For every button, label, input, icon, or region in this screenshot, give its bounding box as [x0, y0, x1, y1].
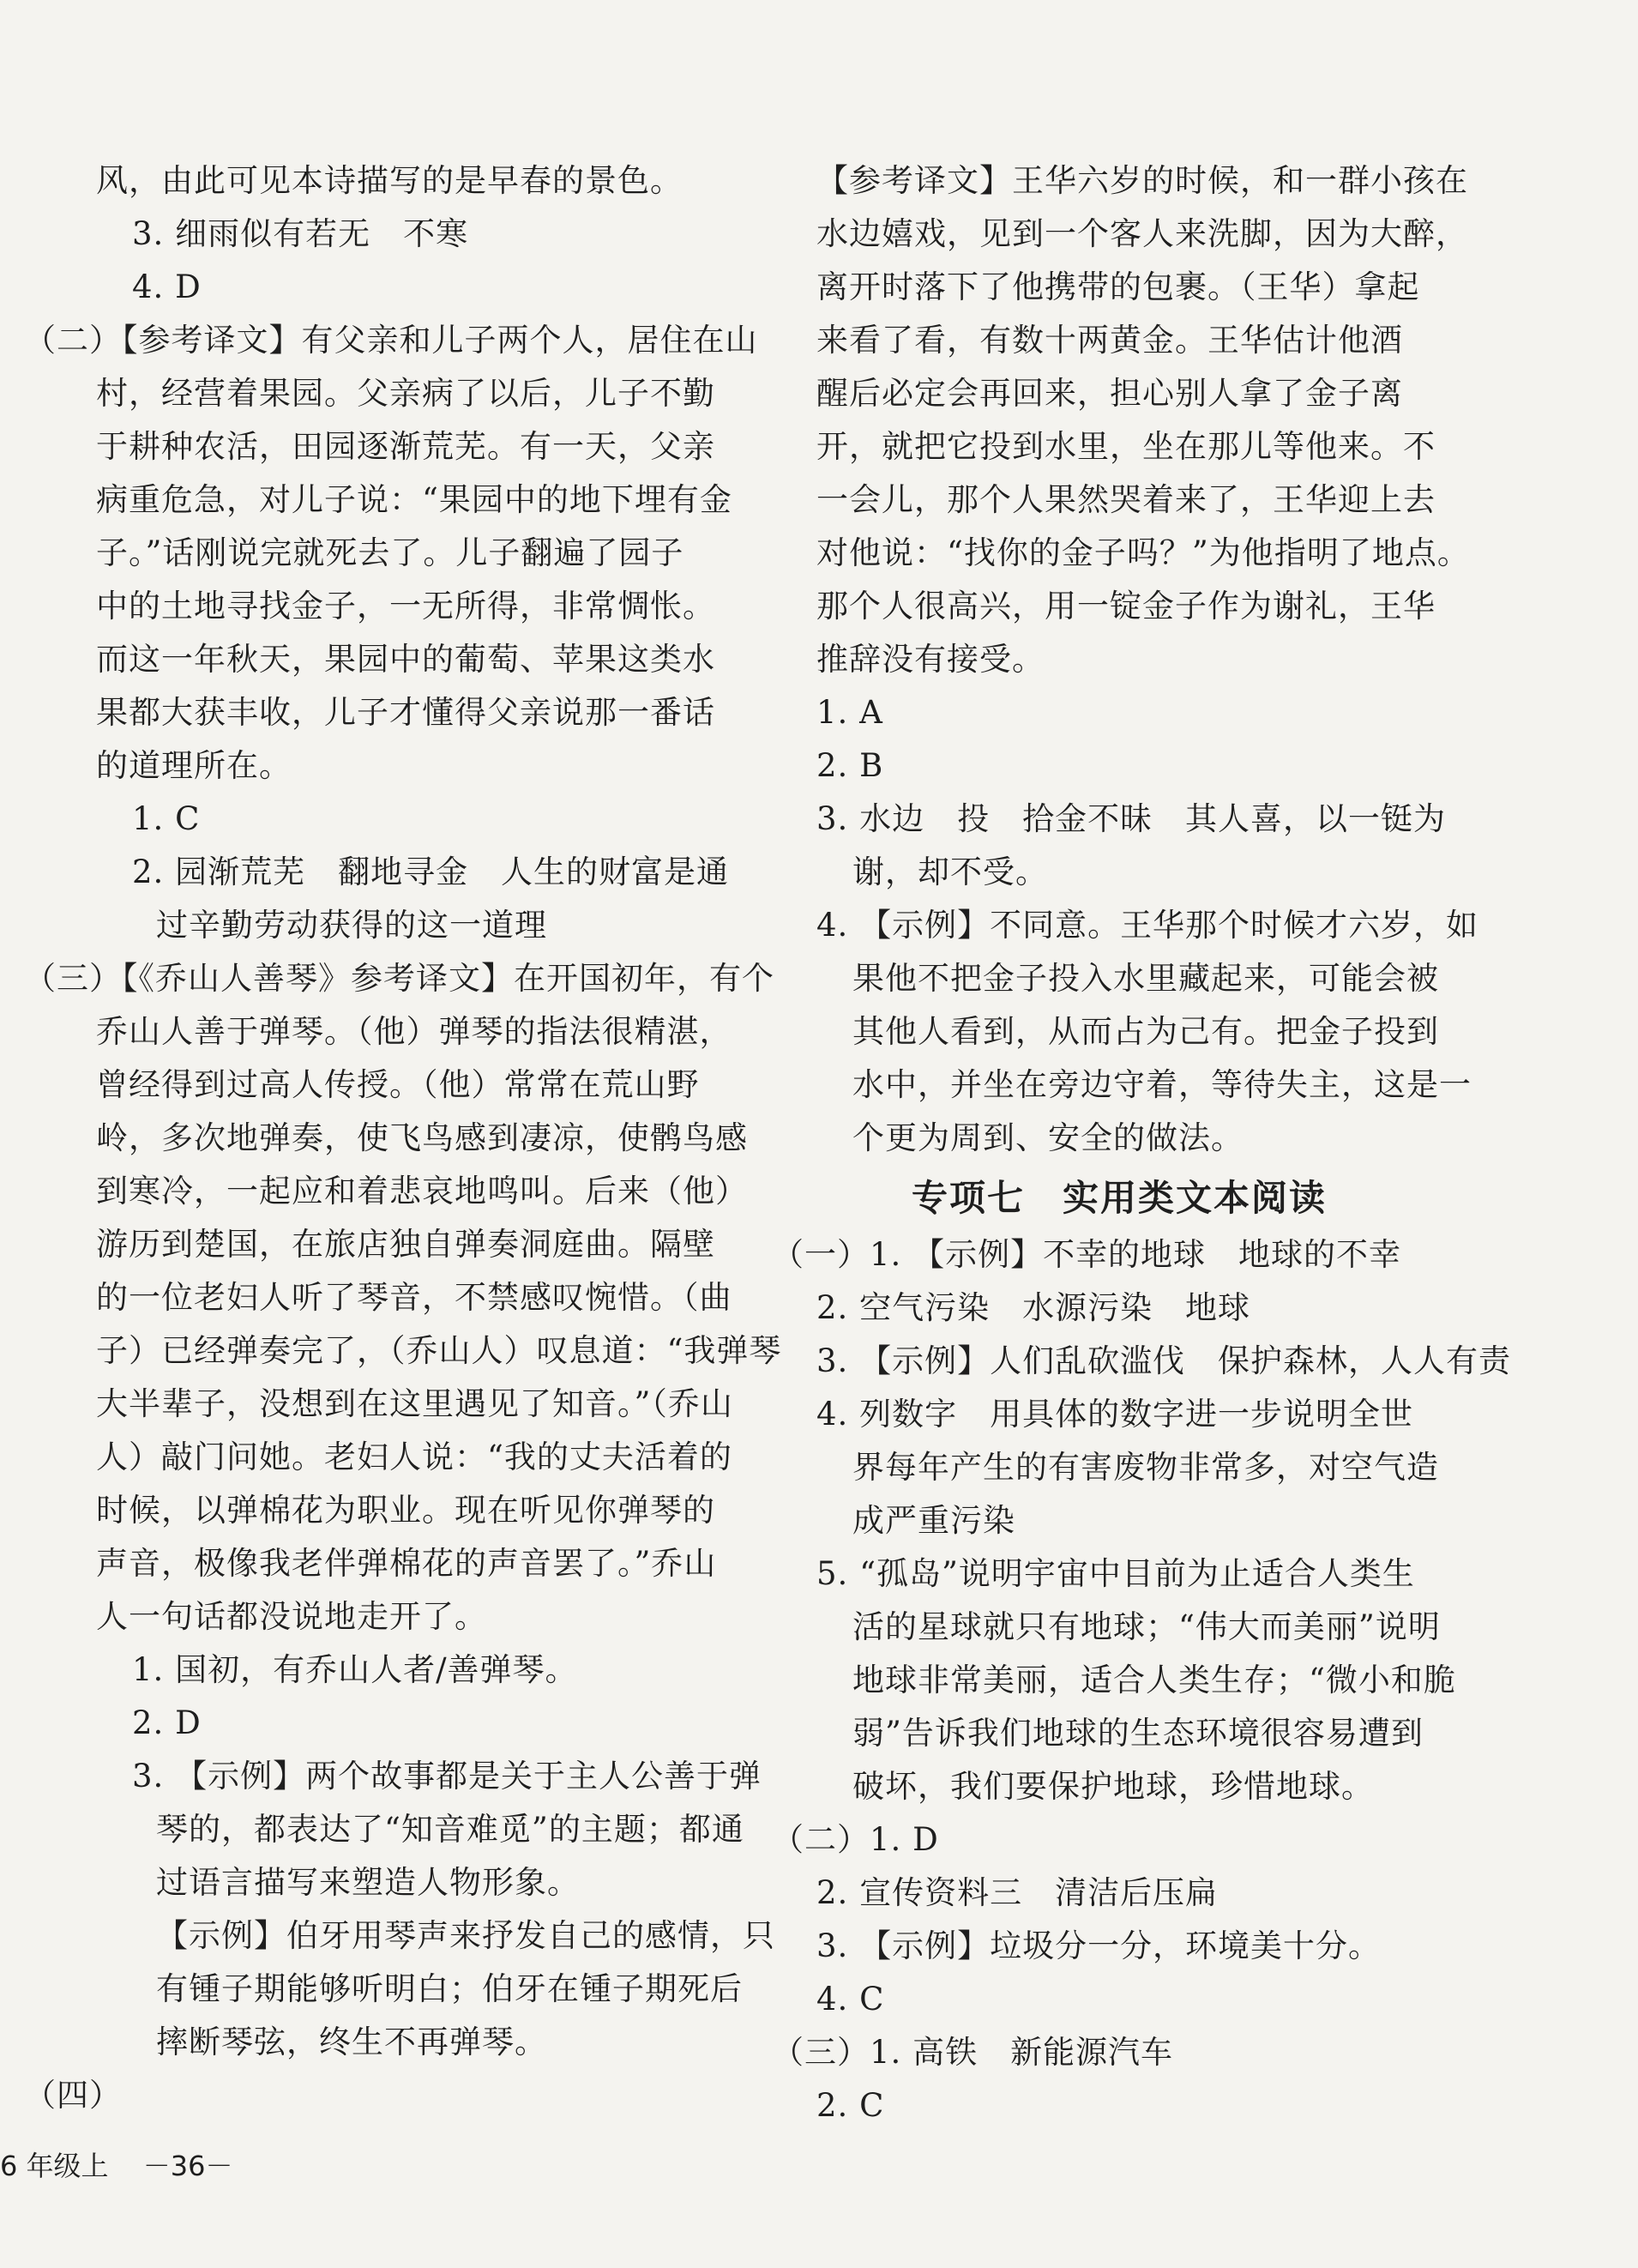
text-line: 推辞没有接受。 — [816, 641, 1045, 678]
answer-item: 3. 【示例】两个故事都是关于主人公善于弹 — [132, 1758, 762, 1794]
text-line: 来看了看，有数十两黄金。王华估计他酒 — [816, 322, 1403, 359]
page-number: －36－ — [142, 2150, 233, 2182]
text-line: 破坏，我们要保护地球，珍惜地球。 — [852, 1768, 1374, 1805]
text-line: 成严重污染 — [852, 1502, 1015, 1539]
answer-item: 4. C — [816, 1981, 885, 2018]
answer-item: 2. C — [816, 2087, 885, 2124]
answer-item: 2. 园渐荒芜 翻地寻金 人生的财富是通 — [132, 854, 730, 890]
text-line: 一会儿，那个人果然哭着来了，王华迎上去 — [816, 481, 1436, 518]
text-line: 个更为周到、安全的做法。 — [852, 1119, 1244, 1156]
text-line: 开，就把它投到水里，坐在那儿等他来。不 — [816, 428, 1436, 465]
answer-item: 1. 国初，有乔山人者/善弹琴。 — [132, 1651, 578, 1688]
text-line: 曾经得到过高人传授。（他）常常在荒山野 — [96, 1066, 700, 1103]
text-line: 子）已经弹奏完了，（乔山人）叹息道：“我弹琴 — [96, 1332, 782, 1369]
answer-item: 3. 【示例】人们乱砍滥伐 保护森林，人人有责 — [816, 1342, 1512, 1379]
left-column — [24, 154, 782, 2122]
text-line: 乔山人善于弹琴。（他）弹琴的指法很精湛， — [96, 1013, 732, 1050]
text-line: 而这一年秋天，果园中的葡萄、苹果这类水 — [96, 641, 715, 678]
answer-item: 1. A — [816, 694, 883, 731]
text-line: 对他说：“找你的金子吗？”为他指明了地点。 — [816, 534, 1470, 571]
text-line: 到寒冷，一起应和着悲哀地鸣叫。后来（他） — [96, 1173, 748, 1209]
text-line: 离开时落下了他携带的包裹。（王华）拿起 — [816, 268, 1420, 305]
text-line: 人）敲门问她。老妇人说：“我的丈夫活着的 — [96, 1439, 732, 1475]
section-2-start: （二）1. D — [772, 1821, 939, 1858]
text-line: 果他不把金子投入水里藏起来，可能会被 — [852, 960, 1439, 997]
text-line: 地球非常美丽，适合人类生存；“微小和脆 — [852, 1662, 1456, 1698]
grade-label: 6 年级上 — [0, 2150, 109, 2182]
section-4-start: （四） — [24, 2077, 122, 2114]
text-line: 声音，极像我老伴弹棉花的声音罢了。”乔山 — [96, 1545, 717, 1582]
answer-item: 3. 【示例】垃圾分一分，环境美十分。 — [816, 1927, 1382, 1964]
right-column — [772, 154, 1512, 2132]
answer-item: 2. D — [132, 1704, 202, 1741]
answer-item: 2. 宣传资料三 清洁后压扁 — [816, 1874, 1219, 1911]
text-line: 弱”告诉我们地球的生态环境很容易遭到 — [852, 1715, 1424, 1752]
answer-item: 3. 细雨似有若无 不寒 — [132, 215, 469, 252]
text-line: 那个人很高兴，用一锭金子作为谢礼，王华 — [816, 588, 1436, 624]
text-line: 人一句话都没说地走开了。 — [96, 1598, 487, 1635]
text-line: 的道理所在。 — [96, 747, 292, 784]
answer-item: 4. D — [132, 268, 202, 305]
text-line: 子。”话刚说完就死去了。儿子翻遍了园子 — [96, 534, 684, 571]
text-line: 过语言描写来塑造人物形象。 — [156, 1864, 580, 1901]
answer-item: 4. 【示例】不同意。王华那个时候才六岁，如 — [816, 907, 1479, 944]
section-1-start: （一）1. 【示例】不幸的地球 地球的不幸 — [772, 1236, 1402, 1273]
answer-item: 4. 列数字 用具体的数字进一步说明全世 — [816, 1396, 1414, 1433]
text-line: 病重危急，对儿子说：“果园中的地下埋有金 — [96, 481, 732, 518]
translation-start: 【参考译文】王华六岁的时候，和一群小孩在 — [816, 162, 1468, 199]
text-line: 中的土地寻找金子，一无所得，非常惆怅。 — [96, 588, 715, 624]
text-line: 风，由此可见本诗描写的是早春的景色。 — [96, 162, 683, 199]
text-line: 过辛勤劳动获得的这一道理 — [156, 907, 547, 944]
text-line: 醒后必定会再回来，担心别人拿了金子离 — [816, 375, 1403, 412]
answer-item: 2. B — [816, 747, 884, 784]
section-2-start: （二）【参考译文】有父亲和儿子两个人，居住在山 — [24, 322, 758, 359]
text-line: 水中，并坐在旁边守着，等待失主，这是一 — [852, 1066, 1472, 1103]
section-heading: 专项七 实用类文本阅读 — [911, 1177, 1327, 1219]
text-line: 时候，以弹棉花为职业。现在听见你弹琴的 — [96, 1492, 715, 1529]
text-line: 其他人看到，从而占为己有。把金子投到 — [852, 1013, 1439, 1050]
answer-item: 5. “孤岛”说明宇宙中目前为止适合人类生 — [816, 1555, 1415, 1592]
example-line: 【示例】伯牙用琴声来抒发自己的感情，只 — [156, 1917, 775, 1954]
text-line: 界每年产生的有害废物非常多，对空气造 — [852, 1449, 1439, 1486]
section-3-start: （三）【《乔山人善琴》参考译文】在开国初年，有个 — [24, 960, 774, 997]
text-line: 果都大获丰收，儿子才懂得父亲说那一番话 — [96, 694, 715, 731]
text-line: 大半辈子，没想到在这里遇见了知音。”（乔山 — [96, 1385, 733, 1422]
answer-item: 1. C — [132, 800, 201, 837]
text-line: 琴的，都表达了“知音难觅”的主题；都通 — [156, 1811, 744, 1848]
text-line: 谢，却不受。 — [852, 854, 1048, 890]
page-footer — [0, 2144, 258, 2184]
section-3-start: （三）1. 高铁 新能源汽车 — [772, 2034, 1174, 2071]
answer-item: 3. 水边 投 拾金不昧 其人喜，以一铤为 — [816, 800, 1447, 837]
text-line: 村，经营着果园。父亲病了以后，儿子不勤 — [96, 375, 715, 412]
text-line: 活的星球就只有地球；“伟大而美丽”说明 — [852, 1608, 1441, 1645]
text-line: 岭，多次地弹奏，使飞鸟感到凄凉，使鹘鸟感 — [96, 1119, 748, 1156]
text-line: 于耕种农活，田园逐渐荒芜。有一天，父亲 — [96, 428, 715, 465]
text-line: 有锺子期能够听明白；伯牙在锺子期死后 — [156, 1970, 743, 2007]
text-line: 摔断琴弦，终生不再弹琴。 — [156, 2024, 547, 2060]
text-line: 游历到楚国，在旅店独自弹奏洞庭曲。隔壁 — [96, 1226, 715, 1263]
answer-item: 2. 空气污染 水源污染 地球 — [816, 1289, 1251, 1326]
text-line: 的一位老妇人听了琴音，不禁感叹惋惜。（曲 — [96, 1279, 732, 1316]
text-line: 水边嬉戏，见到一个客人来洗脚，因为大醉， — [816, 215, 1468, 252]
